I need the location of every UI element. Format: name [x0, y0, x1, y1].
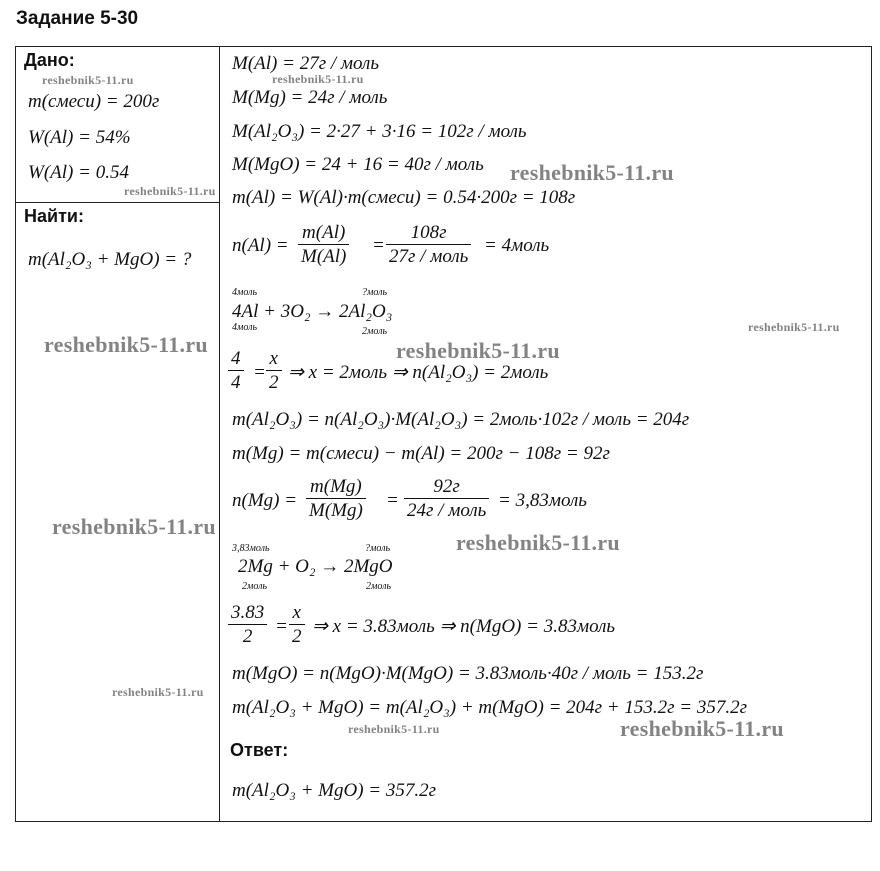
moles-mg-numerator-2: 92г — [433, 476, 460, 497]
watermark: reshebnik5-11.ru — [748, 320, 840, 334]
reaction2-above-left: 3,83моль — [232, 543, 270, 554]
proportion1-denominator-2: 2 — [266, 370, 282, 395]
reaction1-equation: 4Al + 3O₂ → 2Al₂O₃ — [232, 301, 393, 322]
reaction1-below-right: 2моль — [362, 326, 388, 337]
answer-header: Ответ: — [230, 740, 289, 760]
moles-al-numerator-2: 108г — [410, 222, 447, 243]
moles-mg-denominator-1: M(Mg) — [306, 498, 366, 523]
watermark: reshebnik5-11.ru — [124, 184, 216, 198]
moles-al-denominator-2: 27г / моль — [386, 244, 471, 269]
mass-mgo: m(MgO) = n(MgO)·M(MgO) = 3.83моль·40г / моль = 153.2г — [232, 663, 704, 684]
moles-mg-numerator-1: m(Mg) — [310, 476, 362, 497]
proportion2-denominator-1: 2 — [228, 624, 267, 649]
column-divider — [219, 46, 220, 822]
given-mass-mixture: m(смеси) = 200г — [28, 91, 160, 112]
watermark: reshebnik5-11.ru — [272, 72, 364, 86]
given-find-divider — [15, 202, 220, 203]
moles-mg-result: = 3,83моль — [498, 490, 587, 511]
mass-mg: m(Mg) = m(смеси) − m(Al) = 200г − 108г = 92г — [232, 443, 610, 464]
mass-al: m(Al) = W(Al)·m(смеси) = 0.54·200г = 108г — [232, 187, 576, 208]
moles-mg-fraction-2 — [404, 476, 489, 523]
molar-mass-al2o3: M(Al₂O₃) = 2·27 + 3·16 = 102г / моль — [232, 121, 527, 142]
moles-al-numerator-1: m(Al) — [302, 222, 346, 243]
watermark: reshebnik5-11.ru — [396, 338, 560, 363]
watermark: reshebnik5-11.ru — [112, 685, 204, 699]
page-title: Задание 5-30 — [16, 8, 139, 29]
proportion1-eq: = — [253, 362, 266, 383]
proportion1-rest: ⇒ x = 2моль ⇒ n(Al₂O₃) = 2моль — [288, 362, 549, 383]
reaction2-above-right: ?моль — [365, 543, 391, 554]
proportion2-fraction-2 — [289, 602, 305, 649]
moles-mg-denominator-2: 24г / моль — [404, 498, 489, 523]
given-mass-fraction-decimal: W(Al) = 0.54 — [28, 162, 129, 183]
watermark: reshebnik5-11.ru — [348, 722, 440, 736]
reaction1-above-left: 4моль — [232, 287, 258, 298]
find-target: m(Al₂O₃ + MgO) = ? — [28, 249, 192, 270]
moles-mg-lhs: n(Mg) = — [232, 490, 298, 511]
mass-al2o3: m(Al₂O₃) = n(Al₂O₃)·M(Al₂O₃) = 2моль·102г / моль = 204г — [232, 409, 690, 430]
proportion2-fraction-1 — [228, 602, 267, 649]
watermark: reshebnik5-11.ru — [42, 73, 134, 87]
watermark: reshebnik5-11.ru — [456, 530, 620, 555]
proportion1-fraction-1 — [228, 348, 244, 395]
watermark: reshebnik5-11.ru — [510, 160, 674, 185]
proportion2-numerator-2: x — [292, 602, 301, 623]
moles-al-result: = 4моль — [484, 235, 550, 256]
given-header: Дано: — [24, 50, 75, 70]
proportion1-denominator-1: 4 — [228, 370, 244, 395]
moles-al-lhs: n(Al) = — [232, 235, 289, 256]
reaction2-equation: 2Mg + O₂ → 2MgO — [238, 556, 393, 577]
reaction1-below-left: 4моль — [232, 322, 258, 333]
moles-al-fraction-1 — [298, 222, 349, 269]
given-mass-fraction-percent: W(Al) = 54% — [28, 127, 131, 148]
molar-mass-mgo: M(MgO) = 24 + 16 = 40г / моль — [232, 154, 484, 175]
molar-mass-mg: M(Mg) = 24г / моль — [232, 87, 388, 108]
proportion1-numerator-1: 4 — [231, 348, 241, 369]
moles-al-fraction-2 — [386, 222, 471, 269]
proportion2-numerator-1: 3.83 — [231, 602, 265, 623]
find-header: Найти: — [24, 206, 84, 226]
proportion2-denominator-2: 2 — [289, 624, 305, 649]
total-mass: m(Al₂O₃ + MgO) = m(Al₂O₃) + m(MgO) = 204г + 153.2г = 357.2г — [232, 697, 748, 718]
moles-mg-fraction-1 — [306, 476, 366, 523]
moles-mg-eq: = — [386, 490, 399, 511]
moles-al-denominator-1: M(Al) — [298, 244, 349, 269]
proportion2-eq: = — [275, 616, 288, 637]
proportion1-numerator-2: x — [269, 348, 278, 369]
watermark: reshebnik5-11.ru — [620, 716, 784, 741]
answer-value: m(Al₂O₃ + MgO) = 357.2г — [232, 780, 437, 801]
watermark: reshebnik5-11.ru — [52, 514, 216, 539]
watermark: reshebnik5-11.ru — [44, 332, 208, 357]
moles-al-eq: = — [372, 235, 385, 256]
reaction2-below-left: 2моль — [242, 581, 268, 592]
reaction2-below-right: 2моль — [366, 581, 392, 592]
proportion1-fraction-2 — [266, 348, 282, 395]
proportion2-rest: ⇒ x = 3.83моль ⇒ n(MgO) = 3.83моль — [312, 616, 616, 637]
molar-mass-al: M(Al) = 27г / моль — [232, 53, 379, 74]
reaction1-above-right: ?моль — [362, 287, 388, 298]
